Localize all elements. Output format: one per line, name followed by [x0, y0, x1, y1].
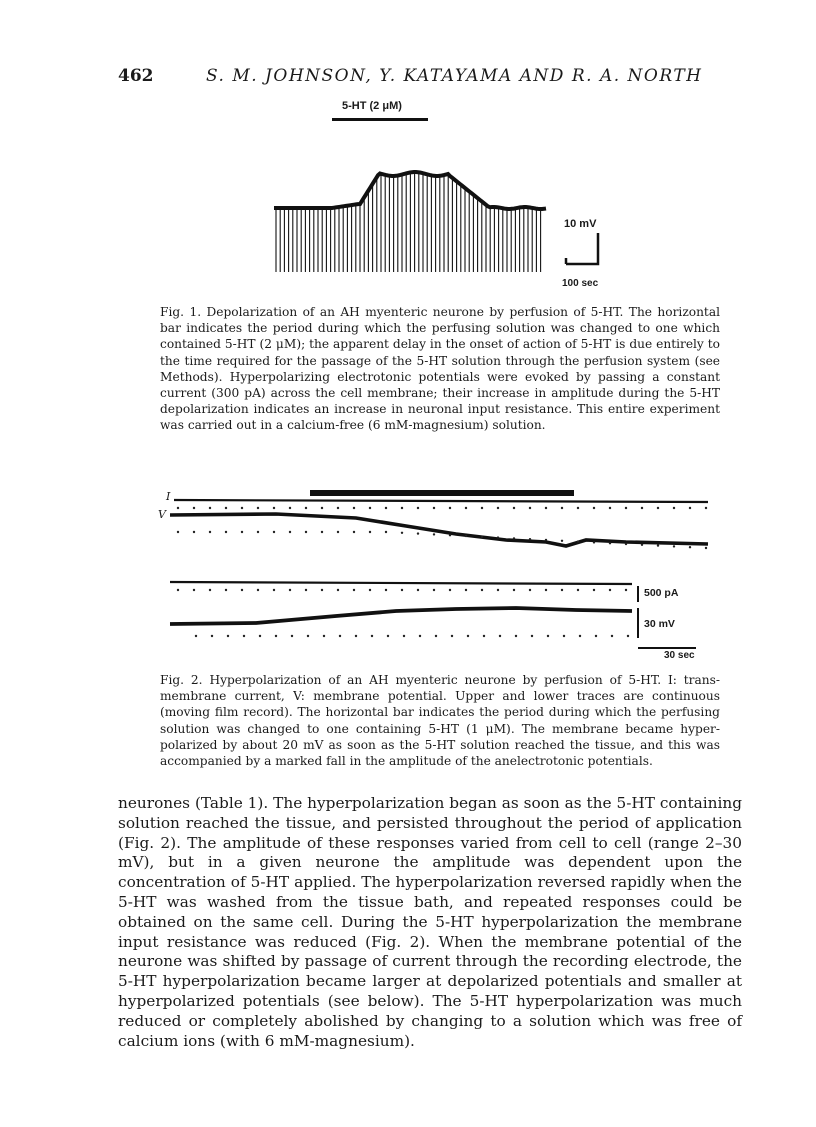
- trace-dot: [289, 531, 291, 533]
- trace-dot: [513, 537, 515, 539]
- trace-dot: [401, 532, 403, 534]
- trace-dot: [449, 507, 451, 509]
- fig2-scale-voltage: 30 mV: [644, 618, 675, 630]
- trace-dot: [561, 589, 563, 591]
- fig2-application-bar: [310, 490, 574, 496]
- trace-dot: [193, 589, 195, 591]
- trace-dot: [593, 589, 595, 591]
- trace-dot: [193, 531, 195, 533]
- fig2-lower-current-trace: [170, 582, 632, 584]
- trace-dot: [339, 635, 341, 637]
- trace-dot: [289, 507, 291, 509]
- trace-dot: [595, 635, 597, 637]
- trace-dot: [177, 531, 179, 533]
- trace-dot: [355, 635, 357, 637]
- trace-dot: [593, 507, 595, 509]
- trace-dot: [259, 635, 261, 637]
- trace-dot: [625, 543, 627, 545]
- body-paragraph: neurones (Table 1). The hyperpolarization began as soon as the 5-HT containing solution reached the tissue, and persisted throughout the period of application (Fig. 2). The amplitude of these responses varied from cell to cell (range 2–30 mV), but in a given neurone the amplitude was dependent upon the concentration of 5-HT applied. The hyperpolarization reversed rapidly when the 5-HT was washed from the tissue bath, and repeated responses could be obtained on the same cell. During the 5-HT hyperpolarization the membrane input resistance was reduced (Fig. 2). When the membrane potential of the neurone was shifted by passage of current through the recording electrode, the 5-HT hyperpolarization became larger at depolarized potentials and smaller at hyperpolarized potentials (see below). The 5-HT hyperpolarization was much reduced or completely abolished by changing to a solution which was free of calcium ions (with 6 mM-magnesium).: [118, 794, 742, 1050]
- trace-dot: [435, 635, 437, 637]
- fig1-trace: [250, 96, 630, 296]
- trace-dot: [417, 507, 419, 509]
- trace-dot: [515, 635, 517, 637]
- trace-dot: [401, 589, 403, 591]
- trace-dot: [403, 635, 405, 637]
- trace-dot: [337, 531, 339, 533]
- trace-dot: [547, 635, 549, 637]
- trace-dot: [449, 534, 451, 536]
- trace-dot: [417, 532, 419, 534]
- trace-dot: [369, 589, 371, 591]
- trace-dot: [193, 507, 195, 509]
- fig2-caption: Fig. 2. Hyperpolarization of an AH myenteric neurone by perfusion of 5-HT. I: trans-membrane current, V: membrane potential. Upper and lower traces are continuous (moving film record). The horizontal bar indicates the period during which the perfusing solution was changed to one containing 5-HT (1 μM). The membrane became hyper-polarized by about 20 mV as soon as the 5-HT solution reached the tissue, and this was accompanied by a marked fall in the amplitude of the anelectrotonic potentials.: [160, 673, 720, 769]
- trace-dot: [497, 589, 499, 591]
- trace-dot: [321, 589, 323, 591]
- trace-dot: [289, 589, 291, 591]
- running-head: S. M. JOHNSON, Y. KATAYAMA AND R. A. NORTH: [206, 66, 703, 86]
- trace-dot: [609, 589, 611, 591]
- trace-dot: [579, 635, 581, 637]
- trace-dot: [257, 589, 259, 591]
- trace-dot: [209, 589, 211, 591]
- trace-dot: [353, 531, 355, 533]
- trace-dot: [321, 507, 323, 509]
- page-number: 462: [118, 66, 154, 86]
- trace-dot: [273, 507, 275, 509]
- trace-dot: [483, 635, 485, 637]
- trace-dot: [417, 589, 419, 591]
- trace-dot: [241, 531, 243, 533]
- figure-1: [250, 96, 630, 296]
- trace-dot: [243, 635, 245, 637]
- trace-dot: [673, 545, 675, 547]
- figure-2: [156, 484, 716, 664]
- trace-dot: [657, 544, 659, 546]
- trace-dot: [499, 635, 501, 637]
- trace-dot: [449, 589, 451, 591]
- trace-dot: [481, 589, 483, 591]
- trace-dot: [593, 541, 595, 543]
- trace-dot: [209, 531, 211, 533]
- trace-dot: [273, 531, 275, 533]
- trace-dot: [561, 540, 563, 542]
- fig1-scale-bar: [566, 233, 598, 264]
- trace-dot: [177, 589, 179, 591]
- fig1-scale-time: 100 sec: [562, 278, 599, 289]
- trace-dot: [513, 507, 515, 509]
- trace-dot: [577, 589, 579, 591]
- fig2-traces: [156, 484, 716, 664]
- trace-dot: [577, 507, 579, 509]
- trace-dot: [209, 507, 211, 509]
- trace-dot: [529, 507, 531, 509]
- trace-dot: [531, 635, 533, 637]
- trace-dot: [627, 635, 629, 637]
- trace-dot: [657, 507, 659, 509]
- fig2-scale-current: 500 pA: [644, 587, 679, 599]
- trace-dot: [611, 635, 613, 637]
- trace-dot: [241, 589, 243, 591]
- trace-dot: [433, 589, 435, 591]
- fig2-voltage-label: V: [158, 508, 166, 521]
- trace-dot: [497, 507, 499, 509]
- trace-dot: [513, 589, 515, 591]
- fig1-scale-voltage: 10 mV: [564, 218, 597, 230]
- trace-dot: [353, 507, 355, 509]
- trace-dot: [195, 635, 197, 637]
- trace-dot: [257, 507, 259, 509]
- trace-dot: [305, 507, 307, 509]
- trace-dot: [545, 589, 547, 591]
- trace-dot: [481, 536, 483, 538]
- trace-dot: [497, 536, 499, 538]
- trace-dot: [705, 547, 707, 549]
- trace-dot: [385, 507, 387, 509]
- trace-dot: [419, 635, 421, 637]
- trace-dot: [321, 531, 323, 533]
- trace-dot: [305, 531, 307, 533]
- trace-dot: [689, 507, 691, 509]
- trace-dot: [385, 589, 387, 591]
- trace-dot: [369, 507, 371, 509]
- trace-dot: [545, 539, 547, 541]
- fig2-lower-voltage-trace: [170, 608, 632, 624]
- trace-dot: [563, 635, 565, 637]
- trace-dot: [353, 589, 355, 591]
- trace-dot: [641, 507, 643, 509]
- trace-dot: [689, 546, 691, 548]
- trace-dot: [673, 507, 675, 509]
- trace-dot: [467, 635, 469, 637]
- trace-dot: [705, 507, 707, 509]
- trace-dot: [387, 635, 389, 637]
- trace-dot: [177, 507, 179, 509]
- fig2-upper-voltage-trace: [170, 514, 708, 546]
- trace-dot: [625, 589, 627, 591]
- trace-dot: [433, 507, 435, 509]
- trace-dot: [337, 589, 339, 591]
- trace-dot: [545, 507, 547, 509]
- trace-dot: [625, 507, 627, 509]
- trace-dot: [227, 635, 229, 637]
- trace-dot: [241, 507, 243, 509]
- trace-dot: [211, 635, 213, 637]
- fig1-drug-label: 5-HT (2 μM): [342, 100, 402, 112]
- trace-dot: [641, 544, 643, 546]
- trace-dot: [257, 531, 259, 533]
- trace-dot: [307, 635, 309, 637]
- trace-dot: [275, 635, 277, 637]
- page-header: [118, 66, 718, 90]
- trace-dot: [465, 507, 467, 509]
- trace-dot: [609, 507, 611, 509]
- trace-dot: [385, 531, 387, 533]
- fig1-caption: Fig. 1. Depolarization of an AH myenteric neurone by perfusion of 5-HT. The horizontal bar indicates the period during which the perfusing solution was changed to one which contained 5-HT (2 μM); the apparent delay in the onset of action of 5-HT is due entirely to the time required for the passage of the 5-HT solution through the perfusion system (see Methods). Hyperpolarizing electrotonic potentials were evoked by passing a constant current (300 pA) across the cell membrane; their increase in amplitude during the 5-HT depolarization indicates an increase in neuronal input resistance. This entire experiment was carried out in a calcium-free (6 mM-magnesium) solution.: [160, 305, 720, 433]
- trace-dot: [291, 635, 293, 637]
- trace-dot: [225, 589, 227, 591]
- fig2-scale-time: 30 sec: [664, 650, 695, 661]
- trace-dot: [369, 531, 371, 533]
- trace-dot: [225, 531, 227, 533]
- trace-dot: [433, 533, 435, 535]
- trace-dot: [465, 535, 467, 537]
- trace-dot: [609, 542, 611, 544]
- trace-dot: [529, 589, 531, 591]
- fig2-upper-current-trace: [174, 500, 708, 502]
- trace-dot: [337, 507, 339, 509]
- trace-dot: [465, 589, 467, 591]
- trace-dot: [577, 540, 579, 542]
- trace-dot: [561, 507, 563, 509]
- trace-dot: [225, 507, 227, 509]
- trace-dot: [323, 635, 325, 637]
- trace-dot: [529, 538, 531, 540]
- trace-dot: [401, 507, 403, 509]
- trace-dot: [451, 635, 453, 637]
- trace-dot: [371, 635, 373, 637]
- fig2-current-label: I: [166, 490, 171, 503]
- trace-dot: [273, 589, 275, 591]
- trace-dot: [305, 589, 307, 591]
- trace-dot: [481, 507, 483, 509]
